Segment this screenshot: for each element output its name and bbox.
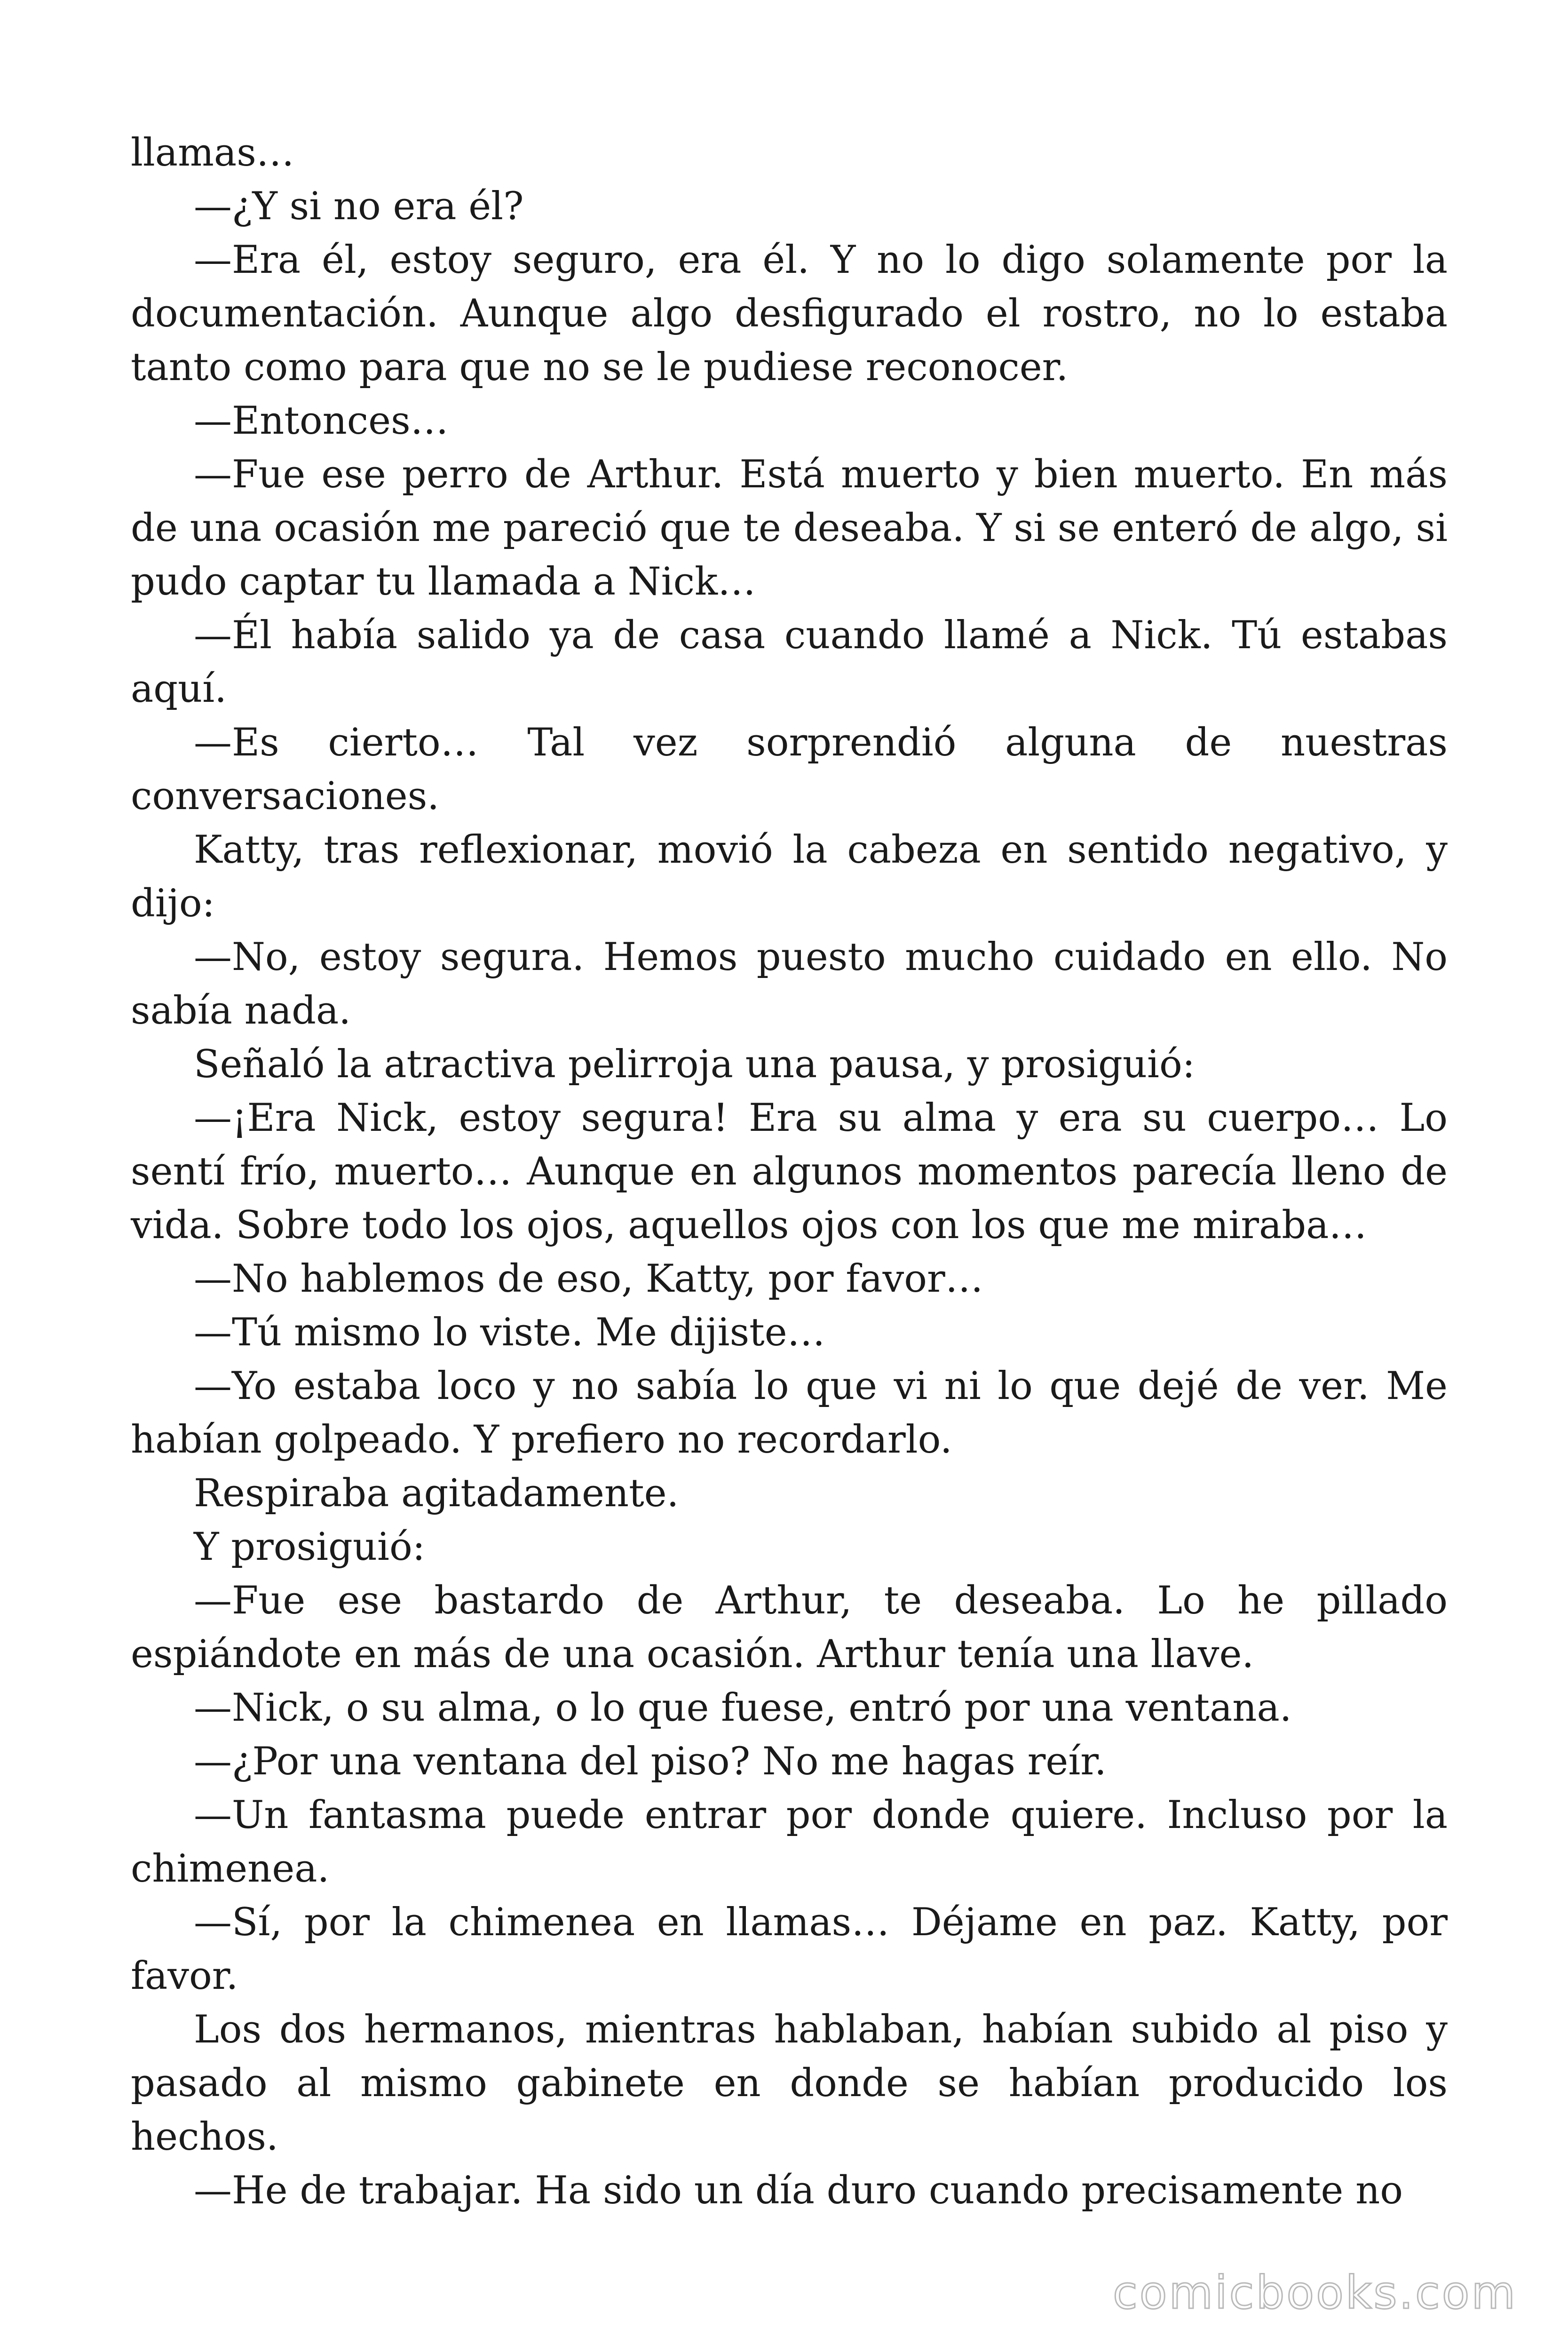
watermark: comicbooks.com xyxy=(1112,2266,1517,2319)
paragraph: —Fue ese perro de Arthur. Está muerto y bien muerto. En más de una ocasión me pareció que te deseaba. Y si se enteró de algo, si pudo captar tu llamada a Nick… xyxy=(131,453,1448,604)
paragraph: —¡Era Nick, estoy segura! Era su alma y era su cuerpo… Lo sentí frío, muerto… Aunque en algunos momentos parecía lleno de vida. Sobre todo los ojos, aquellos ojos con los que me miraba… xyxy=(131,1096,1448,1248)
paragraph: —Entonces… xyxy=(194,399,449,443)
paragraph: Los dos hermanos, mientras hablaban, habían subido al piso y pasado al mismo gabinete en donde se habían producido los hechos. xyxy=(131,2008,1448,2159)
paragraph: Katty, tras reflexionar, movió la cabeza en sentido negativo, y dijo: xyxy=(131,828,1448,926)
paragraph: —No hablemos de eso, Katty, por favor… xyxy=(194,1257,983,1301)
paragraph: —Fue ese bastardo de Arthur, te deseaba. Lo he pillado espiándote en más de una ocasión. Arthur tenía una llave. xyxy=(131,1579,1448,1677)
paragraph: —Él había salido ya de casa cuando llamé a Nick. Tú estabas aquí. xyxy=(131,613,1448,711)
paragraph: —Un fantasma puede entrar por donde quiere. Incluso por la chimenea. xyxy=(131,1793,1448,1891)
paragraph: —No, estoy segura. Hemos puesto mucho cuidado en ello. No sabía nada. xyxy=(131,935,1448,1033)
paragraph: —Es cierto… Tal vez sorprendió alguna de nuestras conversaciones. xyxy=(131,721,1448,818)
paragraph: —Nick, o su alma, o lo que fuese, entró por una ventana. xyxy=(194,1686,1292,1730)
paragraph: —Sí, por la chimenea en llamas… Déjame en paz. Katty, por favor. xyxy=(131,1900,1448,1998)
paragraph: —He de trabajar. Ha sido un día duro cuando precisamente no xyxy=(194,2169,1403,2213)
paragraph: Respiraba agitadamente. xyxy=(194,1471,679,1516)
paragraph: —¿Por una ventana del piso? No me hagas reír. xyxy=(194,1740,1107,1784)
paragraph: llamas… xyxy=(131,131,294,175)
paragraph: —Tú mismo lo viste. Me dijiste… xyxy=(194,1311,825,1355)
paragraph: —Era él, estoy seguro, era él. Y no lo digo solamente por la documentación. Aunque algo desfigurado el rostro, no lo estaba tanto como para que no se le pudiese reconocer. xyxy=(131,238,1448,389)
paragraph: Señaló la atractiva pelirroja una pausa, y prosiguió: xyxy=(194,1042,1196,1087)
paragraph: —Yo estaba loco y no sabía lo que vi ni lo que dejé de ver. Me habían golpeado. Y prefiero no recordarlo. xyxy=(131,1364,1448,1462)
paragraph: Y prosiguió: xyxy=(194,1525,426,1569)
page-body xyxy=(131,126,1448,2217)
paragraph: —¿Y si no era él? xyxy=(194,184,524,229)
